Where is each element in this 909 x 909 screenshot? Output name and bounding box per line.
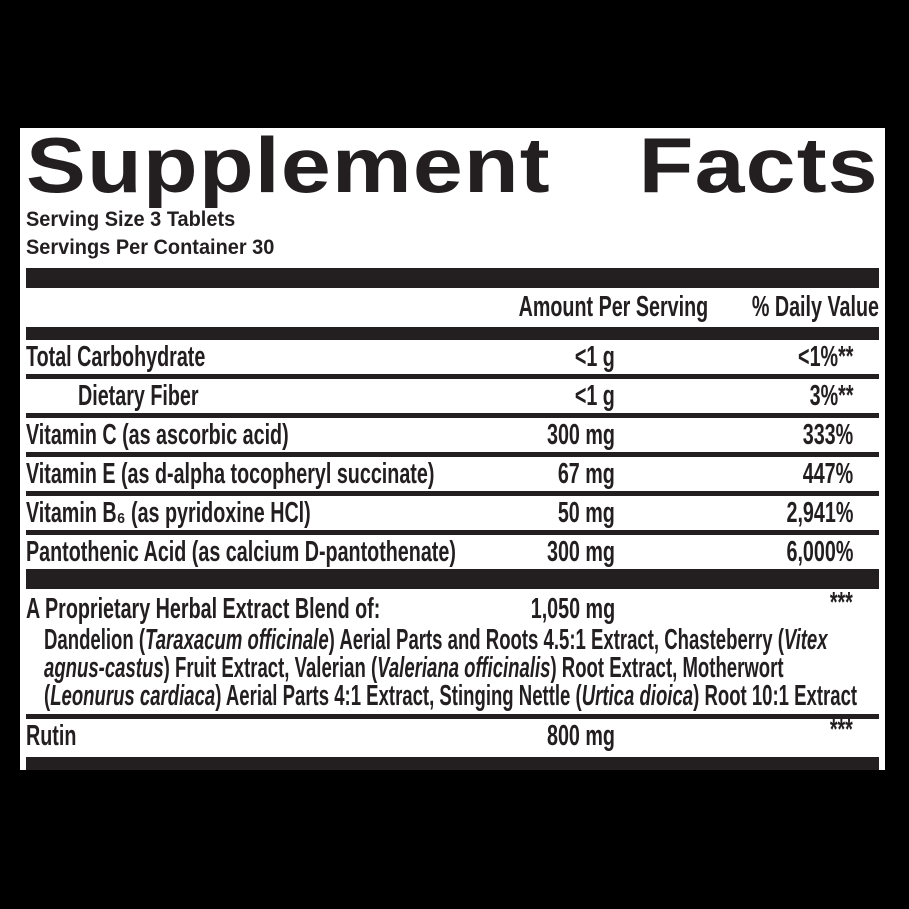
blend-description (44, 626, 879, 710)
amount-value: 50 mg (557, 496, 615, 529)
servings-per-container-line: Servings Per Container 30 (26, 236, 275, 259)
ingredient-name: Vitamin E (as d-alpha tocopheryl succinate) (26, 457, 435, 490)
daily-value: 3%** (809, 379, 853, 412)
daily-value: 333% (802, 418, 853, 451)
amount-value: 67 mg (557, 457, 615, 490)
table-row (26, 340, 879, 374)
amount-value: 300 mg (547, 418, 615, 451)
amount-value: <1 g (574, 379, 615, 412)
thick-divider-middle (26, 569, 879, 589)
blend-description-line: Dandelion (Taraxacum officinale) Aerial Parts and Roots 4.5:1 Extract, Chasteberry (Vitex (44, 624, 828, 656)
column-header-row (26, 288, 879, 327)
ingredient-name: Vitamin C (as ascorbic acid) (26, 418, 289, 451)
thick-divider-bottom (26, 757, 879, 770)
table-row (26, 535, 879, 569)
table-row (26, 496, 879, 530)
ingredient-name: Rutin (26, 719, 77, 752)
table-row (26, 457, 879, 491)
blend-description-line: (Leonurus cardiaca) Aerial Parts 4:1 Extract, Stinging Nettle (Urtica dioica) Root 10:1 Extract (44, 680, 858, 712)
daily-value: 2,941% (786, 496, 853, 529)
amount-column-header: Amount Per Serving (518, 291, 709, 323)
daily-value: *** (829, 587, 853, 619)
amount-value: <1 g (574, 340, 615, 373)
daily-value-column-header: % Daily Value (751, 291, 879, 323)
ingredient-name: Pantothenic Acid (as calcium D-pantothenate) (26, 535, 456, 568)
ingredient-name: Vitamin B₆ (as pyridoxine HCl) (26, 496, 311, 529)
facts-title (26, 128, 879, 209)
title-word-supplement: Supplement (26, 128, 551, 209)
table-row (26, 418, 879, 452)
ingredient-name: Total Carbohydrate (26, 340, 206, 373)
table-row-rutin (26, 713, 879, 753)
ingredient-name: A Proprietary Herbal Extract Blend of: (26, 593, 381, 625)
serving-size-line: Serving Size 3 Tablets (26, 208, 236, 231)
daily-value: <1%** (797, 340, 853, 373)
daily-value: 447% (802, 457, 853, 490)
blend-description-line: agnus-castus) Fruit Extract, Valerian (Valeriana officinalis) Root Extract, Motherwort (44, 652, 784, 684)
thick-divider-top (26, 268, 879, 288)
serving-info (26, 206, 879, 262)
daily-value: *** (829, 713, 853, 746)
medium-divider-under-header (26, 327, 879, 340)
amount-value: 300 mg (547, 535, 615, 568)
title-word-facts: Facts (638, 128, 879, 209)
amount-value: 1,050 mg (530, 593, 615, 625)
supplement-facts-panel (20, 128, 885, 770)
amount-value: 800 mg (547, 719, 615, 752)
table-row (26, 379, 879, 413)
blend-row (26, 587, 879, 626)
ingredient-name: Dietary Fiber (78, 379, 199, 412)
daily-value: 6,000% (786, 535, 853, 568)
nutrient-rows (26, 340, 879, 569)
